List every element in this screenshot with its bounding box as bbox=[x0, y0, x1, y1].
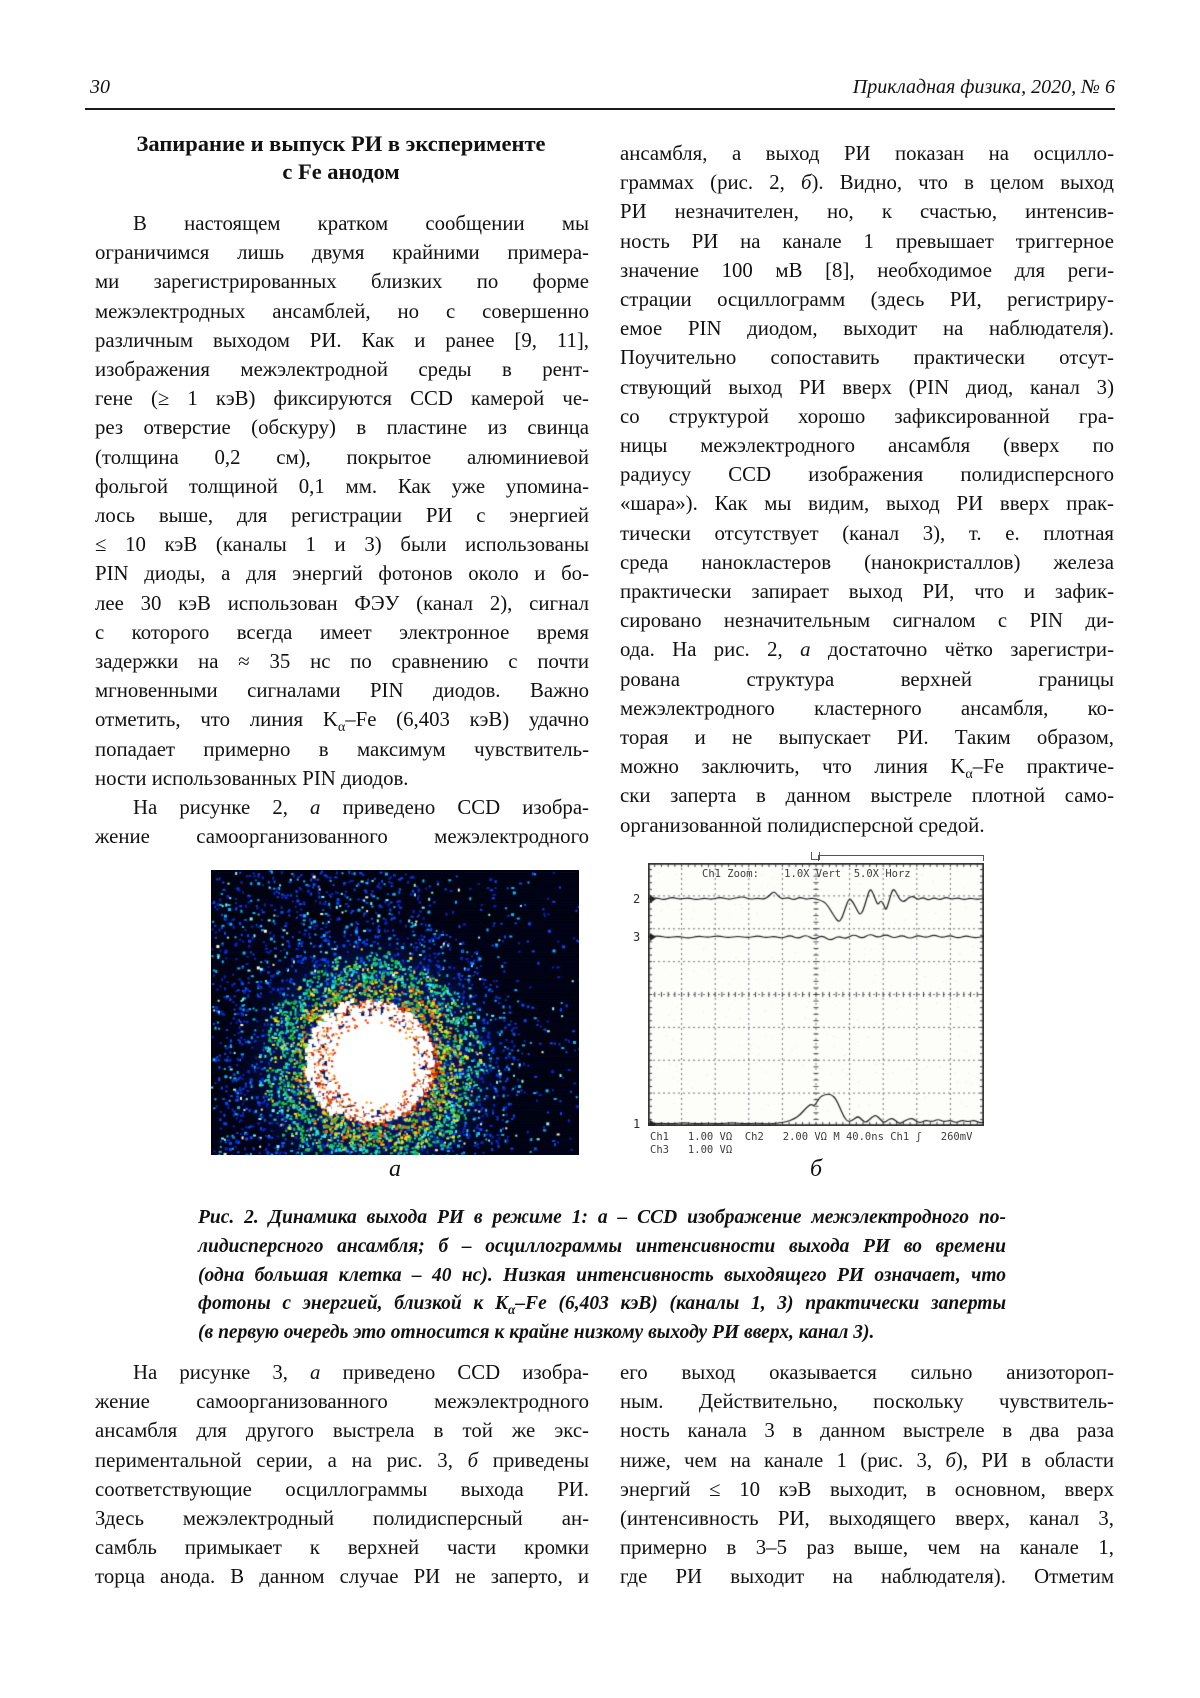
text-line: ограничимся лишь двумя крайними примера- bbox=[95, 241, 589, 265]
text-line: граммах (рис. 2, б). Видно, что в целом выход bbox=[620, 171, 1114, 195]
figure-2a-ccd-image bbox=[211, 870, 579, 1155]
figure-label-b: б bbox=[809, 1156, 823, 1182]
text-line: (в первую очередь это относится к крайне низкому выходу РИ вверх, канал 3). bbox=[198, 1322, 875, 1344]
text-line: ски заперта в данном выстреле плотной само- bbox=[620, 784, 1114, 808]
paragraph bbox=[95, 209, 589, 793]
scope-screen-canvas bbox=[648, 863, 984, 1126]
zoom-region-bracket bbox=[818, 855, 984, 861]
text-line: торая и не выпускает РИ. Таким образом, bbox=[620, 726, 1114, 750]
channel-1-marker: 1 bbox=[633, 1117, 641, 1131]
text-line: РИ незначителен, но, к счастью, интенсив- bbox=[620, 200, 1114, 224]
figure-2b-oscillogram bbox=[626, 851, 1006, 1196]
text-line: лось выше, для регистрации РИ с энергией bbox=[95, 504, 589, 528]
text-line: ницы межэлектродного ансамбля (вверх по bbox=[620, 434, 1114, 458]
text-line: периментальной серии, а на рис. 3, б приведены bbox=[95, 1448, 589, 1472]
text-line: жение самоорганизованного межэлектродного bbox=[95, 825, 589, 849]
section-heading bbox=[95, 130, 587, 186]
text-line: примерно в 3–5 раз выше, чем на канале 1, bbox=[620, 1536, 1114, 1560]
text-line: (одна большая клетка – 40 нс). Низкая интенсивность выходящего РИ означает, что bbox=[198, 1264, 1006, 1286]
scope-legend-line-2: Ch3 1.00 VΩ bbox=[650, 1144, 733, 1156]
header-rule bbox=[85, 108, 1115, 110]
text-line: практически запирает выход РИ, что и зафик- bbox=[620, 580, 1114, 604]
text-line: (интенсивность РИ, выходящего вверх, канал 3, bbox=[620, 1507, 1114, 1531]
text-line: сировано незначительным сигналом с PIN ди- bbox=[620, 609, 1114, 633]
text-line: организованной полидисперсной средой. bbox=[620, 813, 985, 837]
right-column-text bbox=[620, 139, 1114, 840]
text-line: радиусу CCD изображения полидисперсного bbox=[620, 463, 1114, 487]
paragraph bbox=[198, 1204, 1006, 1348]
text-line: (толщина 0,2 см), покрытое алюминиевой bbox=[95, 445, 589, 469]
text-line: различным выходом РИ. Как и ранее [9, 11], bbox=[95, 328, 589, 352]
trigger-position-marker bbox=[811, 852, 820, 860]
text-line: Рис. 2. Динамика выхода РИ в режиме 1: а – CCD изображение межэлектродного по- bbox=[198, 1207, 1006, 1228]
channel-3-marker: 3 bbox=[633, 930, 641, 944]
text-line: ность РИ на канале 1 превышает триггерное bbox=[620, 229, 1114, 253]
text-line: где РИ выходит на наблюдателя). Отметим bbox=[620, 1565, 1114, 1589]
text-line: энергий ≤ 10 кэВ выходит, в основном, вверх bbox=[620, 1477, 1114, 1501]
left-column-bottom-text bbox=[95, 1358, 589, 1592]
text-line: задержки на ≈ 35 нс по сравнению с почти bbox=[95, 650, 589, 674]
text-line: ансамбля для другого выстрела в той же экс- bbox=[95, 1419, 589, 1443]
text-line: ми зарегистрированных близких по форме bbox=[95, 270, 589, 294]
text-line: На рисунке 3, а приведено CCD изобра- bbox=[133, 1361, 589, 1384]
text-line: ствующий выход РИ вверх (PIN диод, канал 3) bbox=[620, 375, 1114, 399]
heading-line-2: с Fe анодом bbox=[282, 159, 400, 184]
paragraph bbox=[620, 139, 1114, 840]
text-line: PIN диоды, а для энергий фотонов около и бо- bbox=[95, 562, 589, 586]
text-line: среда нанокластеров (нанокристаллов) железа bbox=[620, 550, 1114, 574]
heading-line-1: Запирание и выпуск РИ в эксперименте bbox=[136, 131, 546, 156]
text-line: жение самоорганизованного межэлектродного bbox=[95, 1390, 589, 1414]
left-column-text bbox=[95, 209, 589, 851]
scope-legend-line-1: Ch1 1.00 VΩ Ch2 2.00 VΩ M 40.0ns Ch1 ʃ 260mV bbox=[650, 1131, 973, 1143]
text-line: межэлектродного кластерного ансамбля, ко- bbox=[620, 696, 1114, 720]
text-line: с которого всегда имеет электронное время bbox=[95, 620, 589, 644]
text-line: На рисунке 2, а приведено CCD изобра- bbox=[133, 796, 589, 820]
text-line: фольгой толщиной 0,1 мм. Как уже упомина- bbox=[95, 474, 589, 498]
text-line: фотоны с энергией, близкой к $K_\alpha-Fe$ (6,403 кэВ) (каналы 1, 3) практически заперты bbox=[198, 1293, 1007, 1318]
text-line: значение 100 мВ [8], необходимое для реги- bbox=[620, 258, 1114, 282]
page-number: 30 bbox=[90, 76, 110, 98]
figure-caption bbox=[198, 1204, 1006, 1348]
text-line: ода. На рис. 2, а достаточно чётко зарегистри- bbox=[620, 638, 1114, 662]
text-line: отметить, что линия $K_\alpha-Fe$ (6,403 кэВ) удачно bbox=[95, 708, 589, 736]
paragraph bbox=[620, 1358, 1114, 1592]
channel-2-marker: 2 bbox=[633, 892, 641, 906]
text-line: ниже, чем на канале 1 (рис. 3, б), РИ в области bbox=[620, 1448, 1114, 1472]
text-line: Поучительно сопоставить практически отсут- bbox=[620, 346, 1114, 370]
text-line: лее 30 кэВ использован ФЭУ (канал 2), сигнал bbox=[95, 591, 589, 615]
text-line: ансамбля, а выход РИ показан на осцилло- bbox=[620, 142, 1114, 165]
figure-label-a: а bbox=[389, 1156, 401, 1182]
scope-zoom-readout: Ch1 Zoom: 1.0X Vert 5.0X Horz bbox=[702, 868, 911, 880]
paragraph bbox=[95, 793, 589, 851]
text-line: ным. Действительно, поскольку чувствитель- bbox=[620, 1390, 1114, 1414]
text-line: страции осциллограмм (здесь РИ, регистриру- bbox=[620, 288, 1114, 312]
journal-title: Прикладная физика, 2020, № 6 bbox=[852, 76, 1115, 98]
text-line: соответствующие осциллограммы выхода РИ. bbox=[95, 1477, 589, 1501]
text-line: ≤ 10 кэВ (каналы 1 и 3) были использованы bbox=[95, 533, 589, 557]
right-column-bottom-text bbox=[620, 1358, 1114, 1592]
text-line: емое PIN диодом, выходит на наблюдателя). bbox=[620, 317, 1114, 341]
text-line: самбль примыкает к верхней части кромки bbox=[95, 1536, 589, 1560]
text-line: рез отверстие (обскуру) в пластине из свинца bbox=[95, 416, 589, 440]
text-line: торца анода. В данном случае РИ не заперто, и bbox=[95, 1565, 589, 1589]
text-line: В настоящем кратком сообщении мы bbox=[133, 212, 589, 235]
text-line: со структурой хорошо зафиксированной гра- bbox=[620, 404, 1114, 428]
text-line: «шара»). Как мы видим, выход РИ вверх прак- bbox=[620, 492, 1114, 516]
text-line: мгновенными сигналами PIN диодов. Важно bbox=[95, 679, 589, 703]
text-line: ности использованных PIN диодов. bbox=[95, 766, 409, 790]
text-line: попадает примерно в максимум чувствитель- bbox=[95, 737, 589, 761]
text-line: рована структура верхней границы bbox=[620, 667, 1114, 691]
text-line: ность канала 3 в данном выстреле в два раза bbox=[620, 1419, 1114, 1443]
text-line: можно заключить, что линия $K_\alpha-Fe$ практиче- bbox=[620, 755, 1114, 783]
text-line: межэлектродных ансамблей, но с совершенно bbox=[95, 299, 589, 323]
text-line: лидисперсного ансамбля; б – осциллограммы интенсивности выхода РИ во времени bbox=[198, 1235, 1006, 1257]
paragraph bbox=[95, 1358, 589, 1592]
text-line: тически отсутствует (канал 3), т. е. плотная bbox=[620, 521, 1114, 545]
ccd-image-canvas bbox=[211, 870, 579, 1155]
text-line: изображения межэлектродной среды в рент- bbox=[95, 358, 589, 382]
text-line: гене (≥ 1 кэВ) фиксируются CCD камерой че- bbox=[95, 387, 589, 411]
text-line: Здесь межэлектродный полидисперсный ан- bbox=[95, 1507, 589, 1531]
text-line: его выход оказывается сильно анизотороп- bbox=[620, 1361, 1114, 1384]
